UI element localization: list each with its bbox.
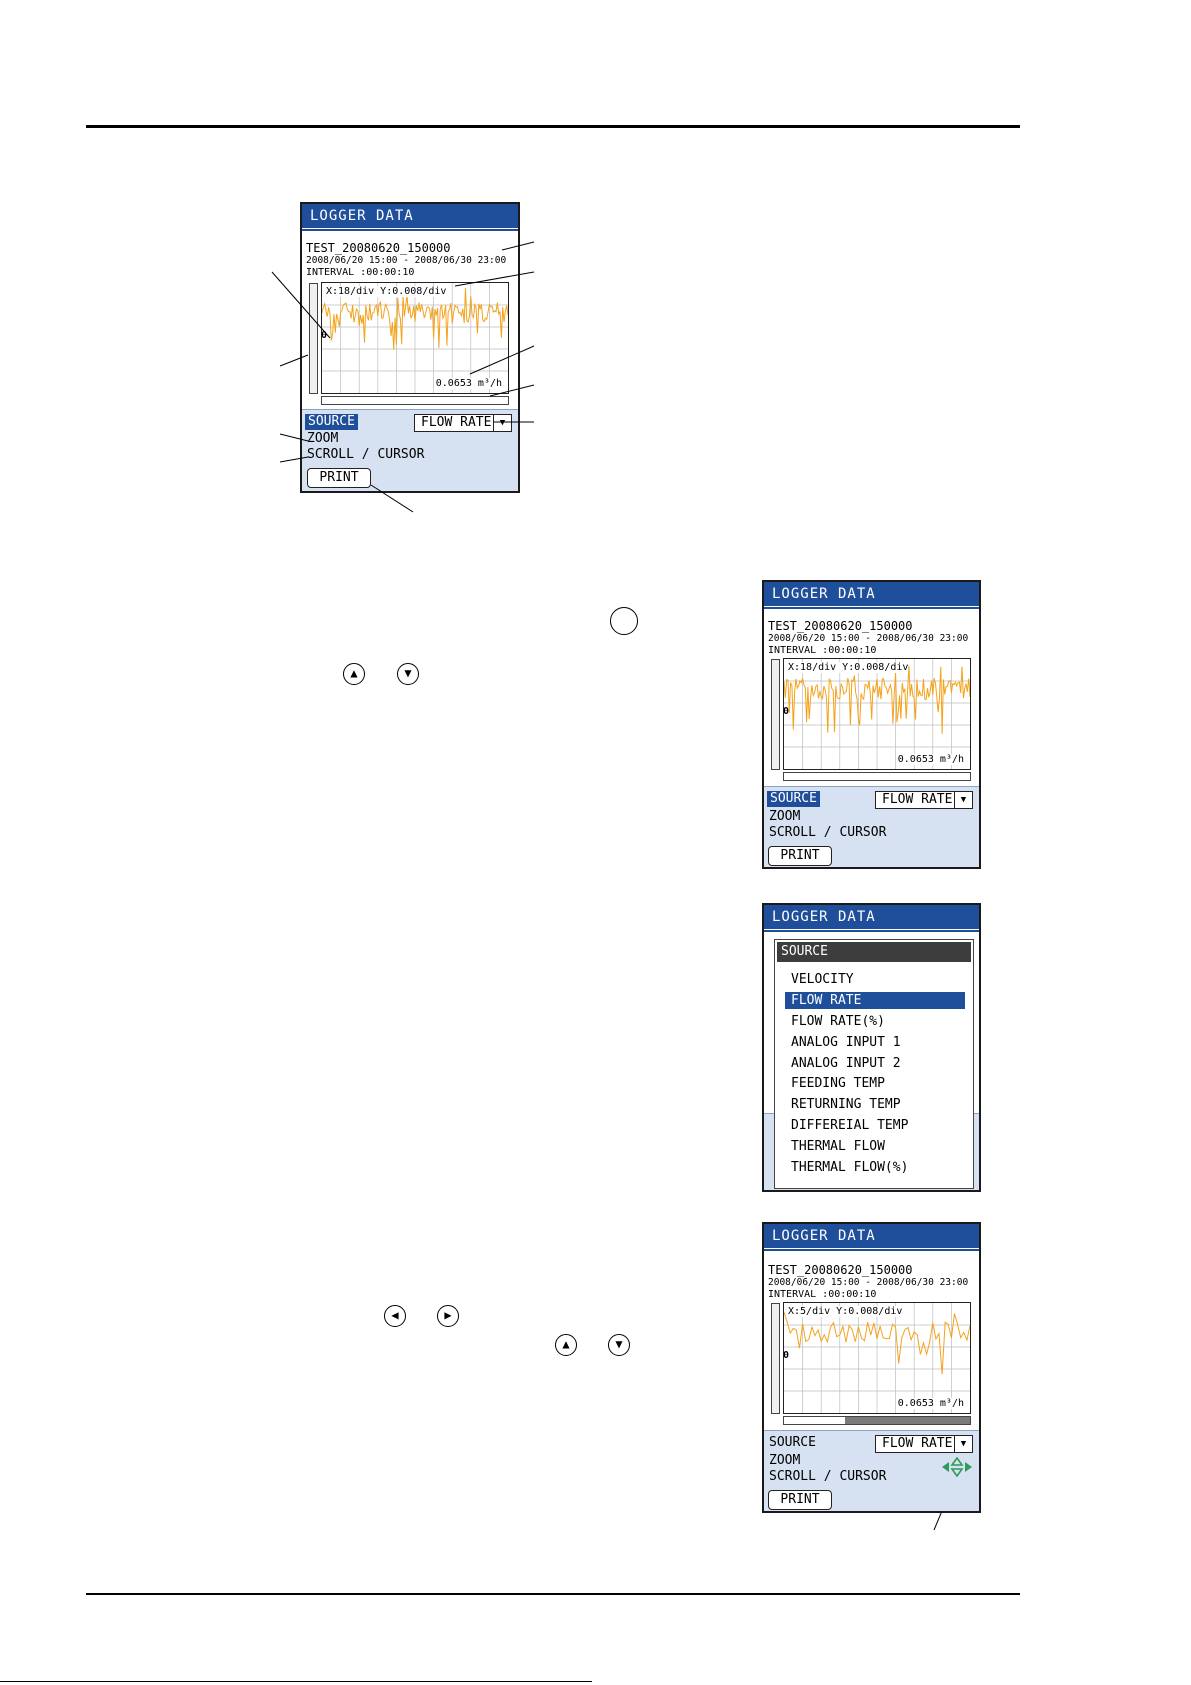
date-range: 2008/06/20 15:00 - 2008/06/30 23:00 (768, 1277, 969, 1288)
cursor-arrows-icon (940, 1457, 974, 1477)
menu-scroll-cursor[interactable]: SCROLL / CURSOR (769, 1469, 887, 1484)
zero-label: 0 (783, 1350, 790, 1361)
zero-label: 0 (783, 706, 790, 717)
left-arrow-key-icon: ◀ (384, 1305, 406, 1327)
horizontal-scrollbar[interactable] (783, 772, 971, 781)
control-panel (302, 409, 518, 491)
option-feeding-temp[interactable]: FEEDING TEMP (791, 1076, 885, 1091)
graph-area (783, 658, 971, 770)
chevron-down-icon[interactable]: ▼ (493, 415, 511, 431)
scale-label: X:18/div Y:0.008/div (788, 662, 909, 673)
control-panel (764, 1430, 979, 1511)
dropdown-value: FLOW RATE (882, 792, 953, 807)
footer-rule (0, 1681, 592, 1682)
menu-source[interactable]: SOURCE (767, 791, 820, 807)
interval: INTERVAL :00:00:10 (306, 267, 415, 278)
option-thermal-flow-percent[interactable]: THERMAL FLOW(%) (791, 1160, 909, 1175)
dropdown-value: FLOW RATE (421, 415, 492, 430)
source-dropdown[interactable] (875, 1435, 973, 1453)
option-analog-input-2[interactable]: ANALOG INPUT 2 (791, 1056, 901, 1071)
zero-label: 0 (321, 330, 328, 341)
print-button[interactable]: PRINT (768, 1490, 832, 1510)
vertical-scrollbar[interactable] (771, 1303, 780, 1414)
menu-source[interactable]: SOURCE (769, 1435, 816, 1450)
graph-area (321, 282, 509, 394)
print-button[interactable]: PRINT (768, 846, 832, 866)
logger-screen-annotated (300, 202, 520, 493)
down-arrow-key-icon: ▼ (608, 1334, 630, 1356)
screen-title: LOGGER DATA (302, 204, 518, 228)
full-scale-label: 0.0653 m³/h (897, 754, 964, 765)
logger-screen-scroll (762, 1222, 981, 1513)
interval: INTERVAL :00:00:10 (768, 1289, 877, 1300)
bottom-rule (86, 1593, 1020, 1595)
date-range: 2008/06/20 15:00 - 2008/06/30 23:00 (768, 633, 969, 644)
option-flow-rate-percent[interactable]: FLOW RATE(%) (791, 1014, 885, 1029)
screen-title: LOGGER DATA (764, 582, 979, 606)
source-dropdown[interactable] (875, 791, 973, 809)
option-thermal-flow[interactable]: THERMAL FLOW (791, 1139, 885, 1154)
scale-label: X:5/div Y:0.008/div (788, 1306, 903, 1317)
screen-title: LOGGER DATA (764, 1224, 979, 1248)
interval: INTERVAL :00:00:10 (768, 645, 877, 656)
source-dropdown[interactable] (414, 414, 512, 432)
chevron-down-icon[interactable]: ▼ (954, 1436, 972, 1452)
date-range: 2008/06/20 15:00 - 2008/06/30 23:00 (306, 255, 507, 266)
full-scale-label: 0.0653 m³/h (435, 378, 502, 389)
screen-title: LOGGER DATA (764, 905, 979, 929)
option-differential-temp[interactable]: DIFFEREIAL TEMP (791, 1118, 909, 1133)
up-arrow-key-icon: ▲ (343, 663, 365, 685)
menu-zoom[interactable]: ZOOM (769, 809, 801, 824)
option-returning-temp[interactable]: RETURNING TEMP (791, 1097, 901, 1112)
dropdown-value: FLOW RATE (882, 1436, 953, 1451)
logger-screen-source (762, 580, 981, 869)
graph-area (783, 1302, 971, 1414)
vertical-scrollbar[interactable] (309, 283, 318, 394)
chevron-down-icon[interactable]: ▼ (954, 792, 972, 808)
source-popup (774, 939, 974, 1189)
option-velocity[interactable]: VELOCITY (791, 972, 854, 987)
enter-key-icon (610, 607, 638, 635)
vertical-scrollbar[interactable] (771, 659, 780, 770)
horizontal-scrollbar[interactable] (783, 1416, 971, 1425)
option-flow-rate[interactable]: FLOW RATE (785, 992, 965, 1009)
up-arrow-key-icon: ▲ (555, 1334, 577, 1356)
print-button[interactable]: PRINT (307, 468, 371, 488)
scroll-thumb[interactable] (845, 1417, 970, 1424)
top-rule (86, 125, 1020, 128)
horizontal-scrollbar[interactable] (321, 396, 509, 405)
data-name: TEST_20080620_150000 (306, 241, 451, 255)
data-name: TEST_20080620_150000 (768, 619, 913, 633)
down-arrow-key-icon: ▼ (397, 663, 419, 685)
menu-scroll-cursor[interactable]: SCROLL / CURSOR (307, 447, 425, 462)
option-analog-input-1[interactable]: ANALOG INPUT 1 (791, 1035, 901, 1050)
menu-source[interactable]: SOURCE (305, 414, 358, 430)
menu-scroll-cursor[interactable]: SCROLL / CURSOR (769, 825, 887, 840)
right-arrow-key-icon: ▶ (437, 1305, 459, 1327)
logger-screen-source-popup (762, 903, 981, 1192)
scale-label: X:18/div Y:0.008/div (326, 286, 447, 297)
full-scale-label: 0.0653 m³/h (897, 1398, 964, 1409)
menu-zoom[interactable]: ZOOM (769, 1453, 801, 1468)
control-panel (764, 786, 979, 867)
popup-title: SOURCE (777, 942, 971, 962)
data-name: TEST_20080620_150000 (768, 1263, 913, 1277)
menu-zoom[interactable]: ZOOM (307, 431, 339, 446)
